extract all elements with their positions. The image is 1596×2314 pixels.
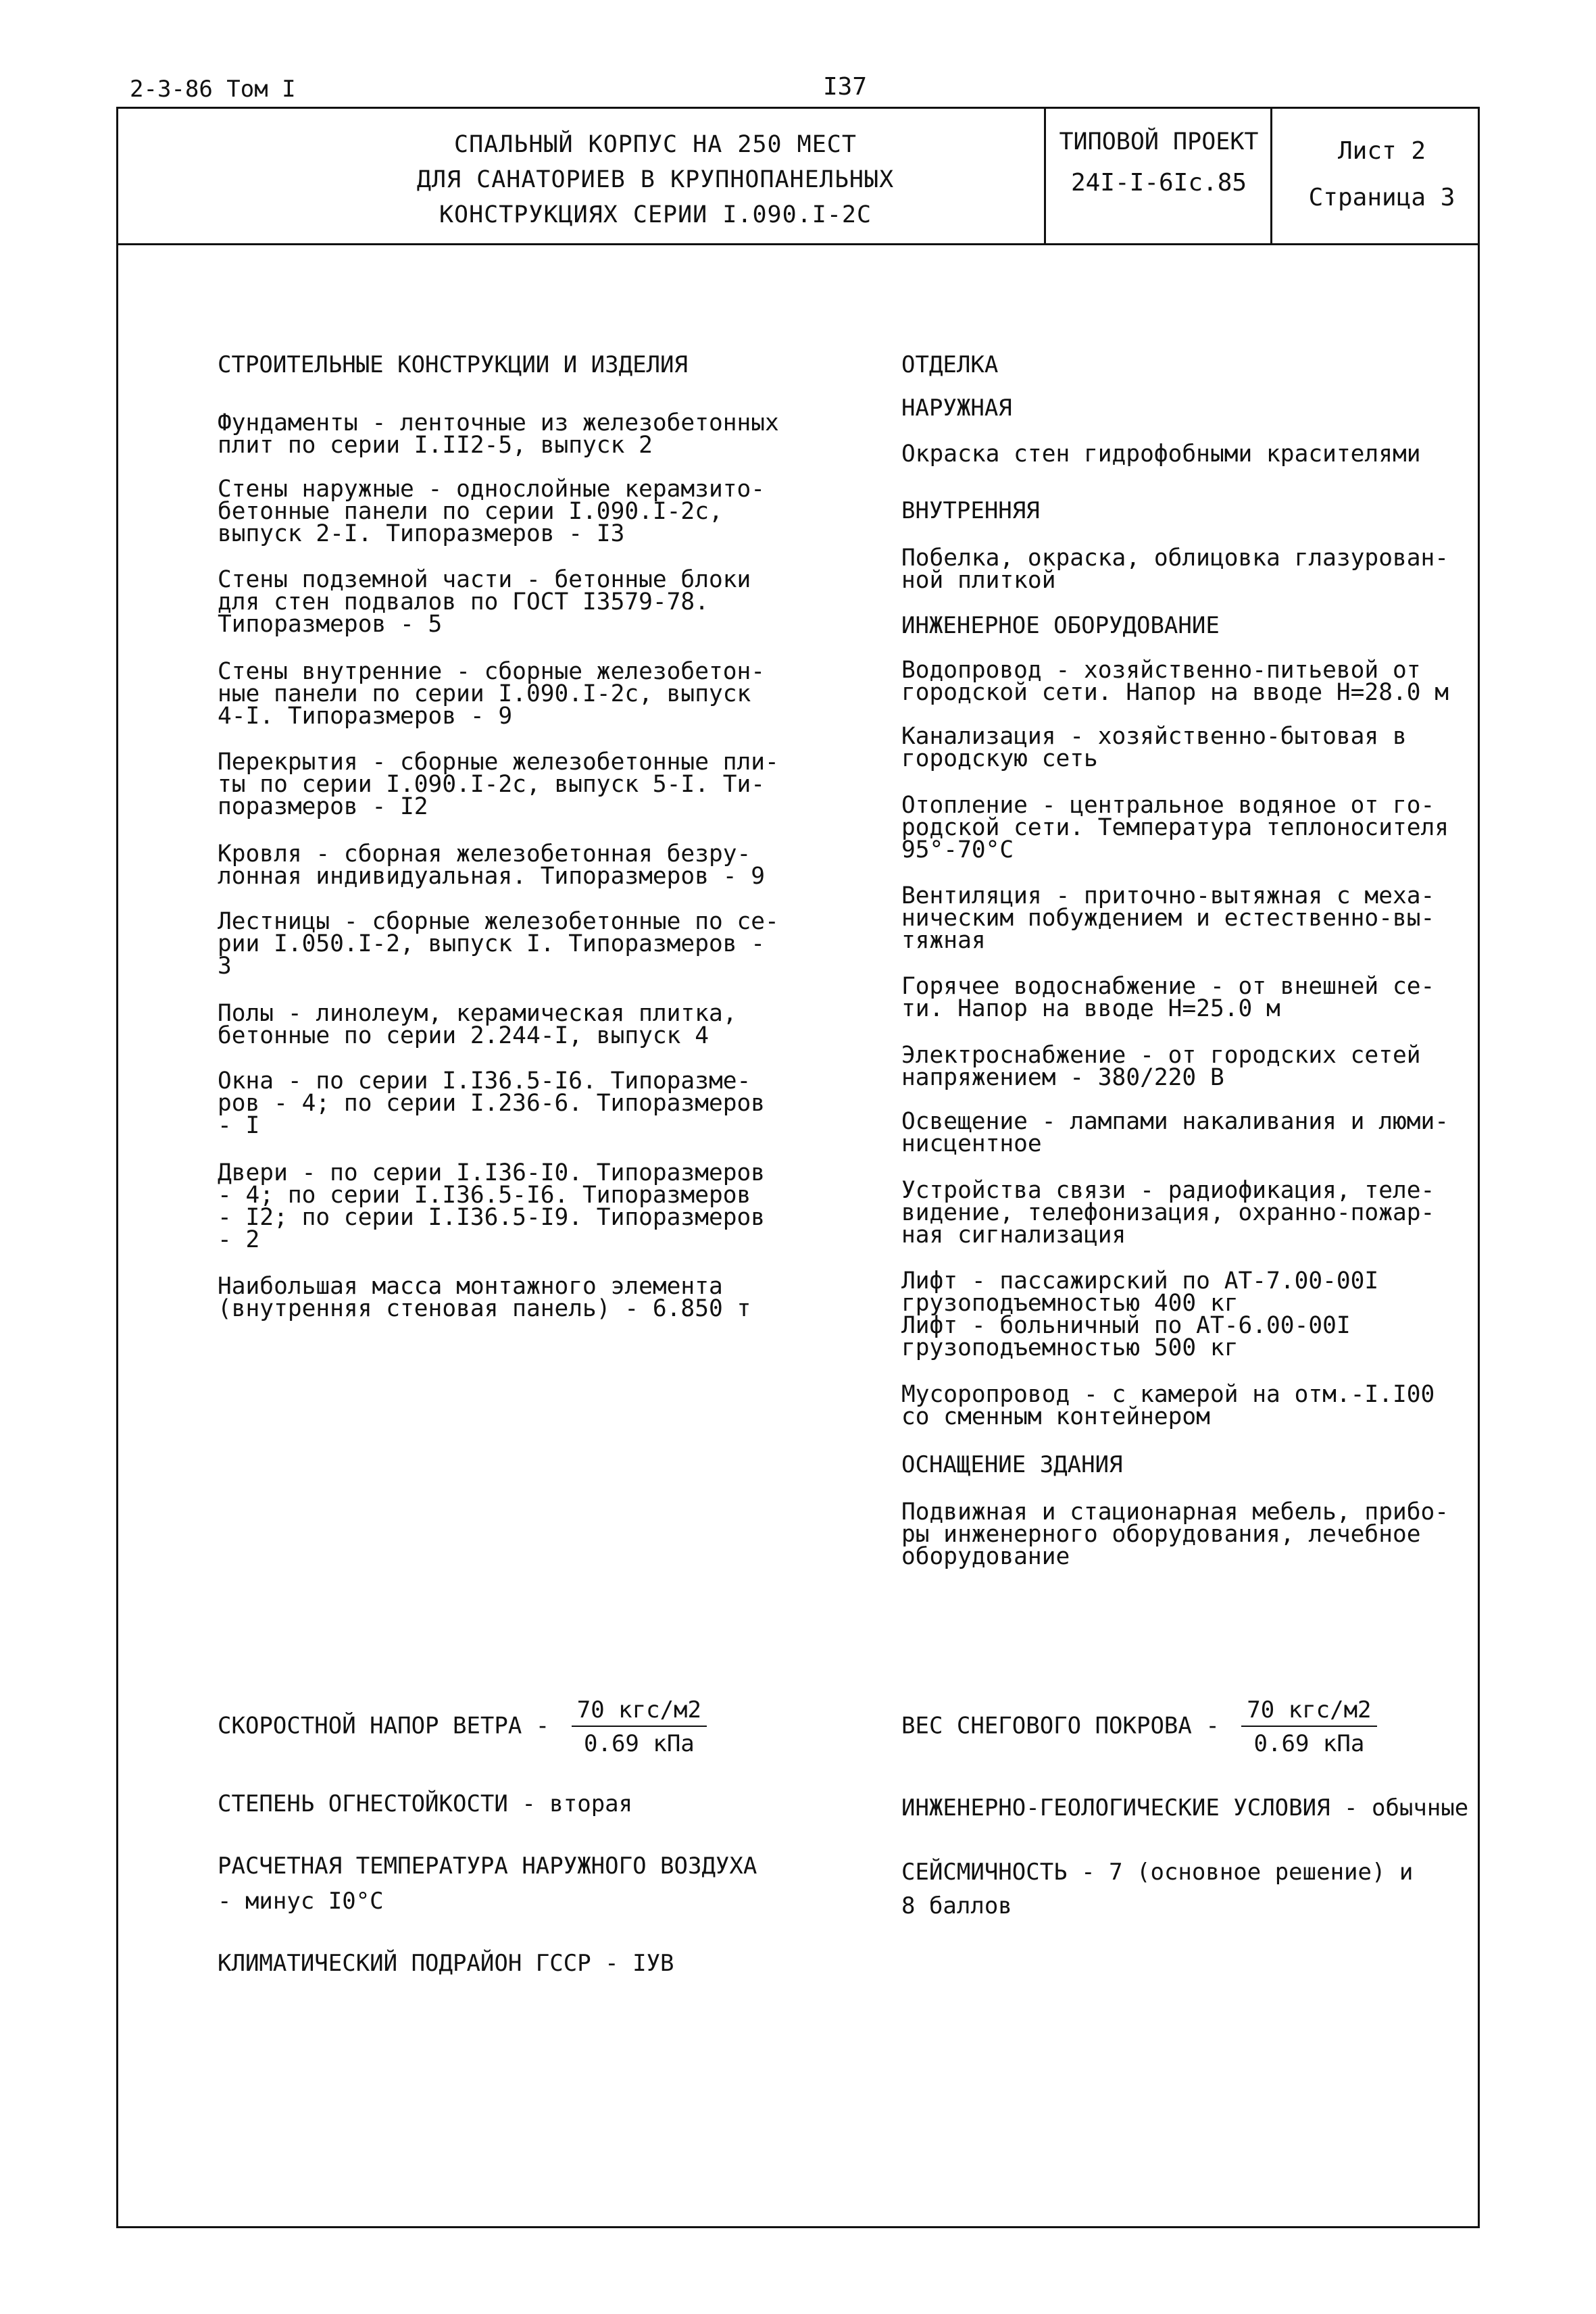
equipment-text: Подвижная и стационарная мебель, прибо- ры инженерного оборудования, лечебное оборудование	[901, 1499, 1449, 1570]
left-item-11: Наибольшая масса монтажного элемента (внутренняя стеновая панель) - 6.850 т	[218, 1273, 751, 1322]
left-item-9: Окна - по серии I.I36.5-I6. Типоразме- ров - 4; по серии I.236-6. Типоразмеров - I	[218, 1067, 766, 1139]
title-line-3: КОНСТРУКЦИЯХ СЕРИИ I.090.I-2С	[439, 201, 872, 228]
geo-value: - обычные	[1344, 1794, 1469, 1821]
page-number: I37	[823, 73, 868, 101]
left-item-2: Стены наружные - однослойные керамзито- бетонные панели по серии I.090.I-2с, выпуск 2-I. Типоразмеров - I3	[218, 476, 766, 547]
title-line-1: СПАЛЬНЫЙ КОРПУС НА 250 МЕСТ	[454, 131, 857, 158]
finish-heading: ОТДЕЛКА	[901, 351, 999, 378]
snow-denominator: 0.69 кПа	[1253, 1730, 1365, 1757]
document-title	[284, 127, 1027, 232]
left-item-4: Стены внутренние - сборные железобетон- ные панели по серии I.090.I-2с, выпуск 4-I. Типоразмеров - 9	[218, 658, 766, 730]
climate-label: КЛИМАТИЧЕСКИЙ ПОДРАЙОН ГССР	[218, 1950, 591, 1977]
wind-label: СКОРОСТНОЙ НАПОР ВЕТРА -	[218, 1712, 550, 1740]
engineering-item-8: Устройства связи - радиофикация, теле- видение, телефонизация, охранно-пожар- ная сигнализация	[901, 1177, 1435, 1249]
snow-label: ВЕС СНЕГОВОГО ПОКРОВА -	[901, 1712, 1220, 1740]
left-item-1: Фундаменты - ленточные из железобетонных плит по серии I.II2-5, выпуск 2	[218, 409, 779, 459]
sheet-number: Лист 2	[1337, 137, 1426, 165]
left-item-6: Кровля - сборная железобетонная безру- лонная индивидуальная. Типоразмеров - 9	[218, 840, 766, 890]
wind-denominator: 0.69 кПа	[584, 1730, 695, 1757]
temp-value: - минус I0°С	[218, 1888, 384, 1915]
exterior-heading: НАРУЖНАЯ	[901, 395, 1012, 422]
header-divider-v1	[1044, 107, 1046, 243]
interior-text: Побелка, окраска, облицовка глазурован- ной плиткой	[901, 545, 1449, 594]
design-temperature	[218, 1848, 757, 1919]
left-item-5: Перекрытия - сборные железобетонные пли- ты по серии I.090.I-2с, выпуск 5-I. Ти- поразмеров - I2	[218, 749, 779, 820]
wind-numerator: 70 кгс/м2	[572, 1697, 707, 1727]
climate-value: - IУВ	[605, 1950, 674, 1977]
snow-numerator: 70 кгс/м2	[1241, 1697, 1376, 1727]
left-item-7: Лестницы - сборные железобетонные по се- рии I.050.I-2, выпуск I. Типоразмеров - 3	[218, 908, 779, 980]
engineering-item-3: Отопление - центральное водяное от го- родской сети. Температура теплоносителя 95°-70°С	[901, 792, 1449, 863]
exterior-text: Окраска стен гидрофобными красителями	[901, 441, 1421, 468]
left-item-8: Полы - линолеум, керамическая плитка, бетонные по серии 2.244-I, выпуск 4	[218, 1000, 737, 1049]
document-reference: 2-3-86 Том I	[130, 76, 296, 103]
engineering-item-6: Электроснабжение - от городских сетей напряжением - 380/220 В	[901, 1042, 1421, 1091]
snow-load	[901, 1697, 1377, 1757]
engineering-item-10: Мусоропровод - с камерой на отм.-I.I00 со сменным контейнером	[901, 1381, 1435, 1430]
left-item-3: Стены подземной части - бетонные блоки для стен подвалов по ГОСТ I3579-78. Типоразмеров - 5	[218, 566, 751, 638]
geo-conditions	[901, 1794, 1468, 1821]
engineering-item-4: Вентиляция - приточно-вытяжная с меха- ническим побуждением и естественно-вы- тяжная	[901, 882, 1435, 954]
equipment-heading: ОСНАЩЕНИЕ ЗДАНИЯ	[901, 1451, 1123, 1478]
project-code: 24I-I-6Iс.85	[1070, 169, 1247, 197]
header-divider	[116, 243, 1480, 245]
engineering-item-9: Лифт - пассажирский по АТ-7.00-00I грузоподъемностью 400 кг Лифт - больничный по АТ-6.00-00I грузоподъемностью 500 кг	[901, 1267, 1379, 1361]
fire-resistance	[218, 1790, 632, 1817]
left-item-10: Двери - по серии I.I36-I0. Типоразмеров - 4; по серии I.I36.5-I6. Типоразмеров - I2; по серии I.I36.5-I9. Типоразмеров - 2	[218, 1159, 766, 1253]
project-label: ТИПОВОЙ ПРОЕКТ	[1059, 128, 1259, 155]
wind-pressure	[218, 1697, 707, 1757]
title-line-2: ДЛЯ САНАТОРИЕВ В КРУПНОПАНЕЛЬНЫХ	[416, 166, 895, 193]
seismic-label: СЕЙСМИЧНОСТЬ	[901, 1859, 1068, 1886]
interior-heading: ВНУТРЕННЯЯ	[901, 497, 1040, 524]
snow-fraction	[1241, 1697, 1376, 1757]
structures-heading: СТРОИТЕЛЬНЫЕ КОНСТРУКЦИИ И ИЗДЕЛИЯ	[218, 351, 688, 378]
climate-subregion	[218, 1950, 674, 1977]
engineering-item-7: Освещение - лампами накаливания и люми- нисцентное	[901, 1108, 1449, 1157]
header-divider-v2	[1270, 107, 1272, 243]
geo-label: ИНЖЕНЕРНО-ГЕОЛОГИЧЕСКИЕ УСЛОВИЯ	[901, 1794, 1330, 1821]
engineering-heading: ИНЖЕНЕРНОЕ ОБОРУДОВАНИЕ	[901, 612, 1220, 639]
fire-label: СТЕПЕНЬ ОГНЕСТОЙКОСТИ	[218, 1790, 508, 1817]
fire-value: - вторая	[522, 1790, 633, 1817]
seismicity	[901, 1855, 1482, 1923]
engineering-item-5: Горячее водоснабжение - от внешней се- ти. Напор на вводе Н=25.0 м	[901, 973, 1435, 1022]
engineering-item-2: Канализация - хозяйственно-бытовая в городскую сеть	[901, 723, 1407, 772]
wind-fraction	[572, 1697, 707, 1757]
seismic-value: - 7 (основное решение) и 8 баллов	[901, 1859, 1414, 1919]
page-index: Страница 3	[1308, 184, 1455, 211]
engineering-item-1: Водопровод - хозяйственно-питьевой от городской сети. Напор на вводе Н=28.0 м	[901, 657, 1449, 706]
temp-label: РАСЧЕТНАЯ ТЕМПЕРАТУРА НАРУЖНОГО ВОЗДУХА	[218, 1853, 757, 1880]
